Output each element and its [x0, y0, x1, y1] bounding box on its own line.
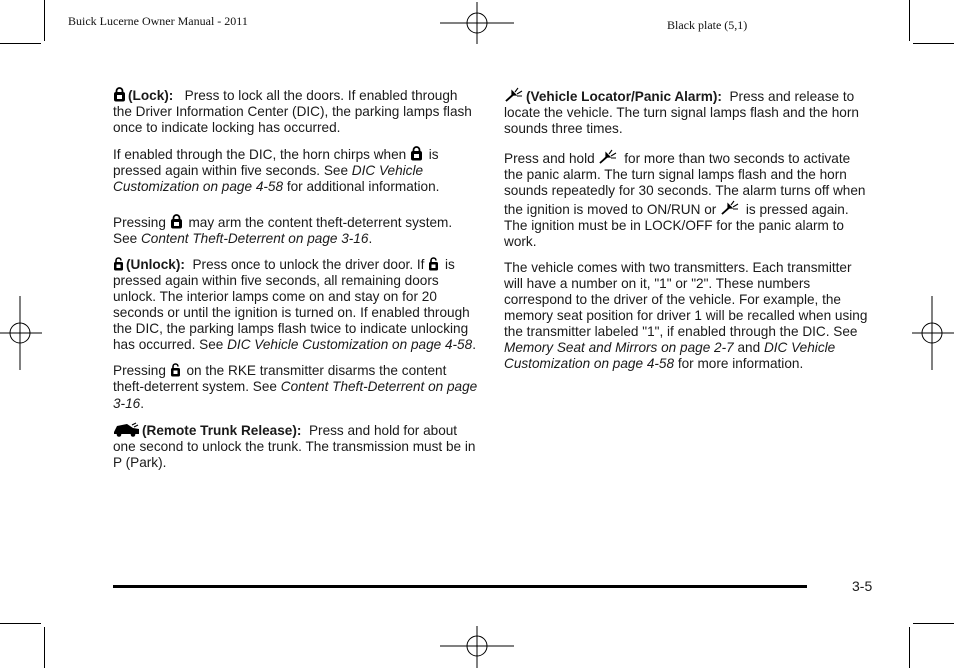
- crop-mark: [0, 623, 41, 624]
- body-text: is pressed again within five seconds, all remaining doors unlock. The interior lamps come on and stay on for 20 seconds or until the ignition is turned on. If enabled through the DIC, the parking lamps flash twice to indicate unlocking has occurred. See: [113, 256, 470, 353]
- crop-mark: [909, 627, 910, 668]
- crop-mark: [0, 43, 41, 44]
- body-text: for more than two seconds to activate the panic alarm. The turn signal lamps flash and the horn sounds repeatedly for 30 seconds. The alarm turns off when the ignition is moved to ON/RUN or: [504, 151, 866, 217]
- crop-mark: [44, 0, 45, 41]
- footer-rule: [113, 585, 807, 588]
- trunk-paragraph: [113, 422, 478, 471]
- locator-paragraph: [504, 87, 869, 137]
- body-text: Press once to unlock the driver door. If: [192, 256, 425, 272]
- right-column: [504, 87, 869, 383]
- transmitter-paragraph: [504, 260, 869, 373]
- body-text: If enabled through the DIC, the horn chirps when: [113, 147, 407, 163]
- manual-title: Buick Lucerne Owner Manual - 2011: [68, 14, 248, 28]
- page-number: 3-5: [852, 578, 873, 594]
- cross-reference-link[interactable]: DIC Vehicle Customization on page 4-58: [113, 163, 424, 195]
- padlock-open-icon: [113, 257, 124, 271]
- locator-label: (Vehicle Locator/Panic Alarm):: [526, 89, 722, 104]
- cross-reference-link[interactable]: Memory Seat and Mirrors on page 2-7: [504, 340, 734, 356]
- body-text: is pressed again within five seconds. See: [113, 147, 439, 179]
- unlock-label: (Unlock):: [126, 256, 185, 272]
- unlock-paragraph: (Unlock): Press once to unlock the driver door. If is pressed again within five seconds, all remaining doors unlock. The interior lamps come on and stay on for 20 seconds or until the ignition is turned on. If enabled through the DIC, the parking lamps flash twice to indicate unlocking has occurred. See DIC Vehicle Customization on page 4-58.: [113, 256, 476, 353]
- body-text: Press and hold: [504, 151, 595, 167]
- body-text: for additional information.: [286, 179, 440, 195]
- padlock-closed-icon: [170, 214, 183, 229]
- lock-theft-paragraph: Pressing may arm the content theft-deterrent system. See Content Theft-Deterrent on page 3-16.: [113, 214, 453, 246]
- horn-panic-icon: [598, 149, 618, 165]
- plate-label: Black plate (5,1): [667, 18, 748, 32]
- padlock-open-icon: [170, 363, 181, 377]
- crop-mark: [913, 623, 954, 624]
- crop-mark: [913, 43, 954, 44]
- trunk-label: (Remote Trunk Release):: [142, 422, 302, 438]
- body-text: for more information.: [677, 356, 804, 372]
- body-text: Press and release to locate the vehicle. The turn signal lamps flash and the horn sounds three times.: [504, 89, 859, 137]
- cross-reference-link[interactable]: Content Theft-Deterrent on page 3-16: [113, 379, 478, 411]
- body-text: Pressing: [113, 363, 166, 379]
- body-text: may arm the content theft-deterrent system. See: [113, 214, 453, 246]
- registration-mark-left: [0, 296, 42, 370]
- unlock-theft-paragraph: Pressing on the RKE transmitter disarms the content theft-deterrent system. See Content Theft-Deterrent on page 3-16.: [113, 363, 478, 411]
- body-text: and: [737, 340, 761, 356]
- body-text: Press and hold for about one second to unlock the trunk. The transmission must be in P (Park).: [113, 422, 476, 470]
- horn-panic-icon: [504, 87, 524, 103]
- cross-reference-link[interactable]: DIC Vehicle Customization on page 4-58: [504, 340, 836, 372]
- padlock-closed-icon: [410, 146, 423, 161]
- left-column: [113, 87, 478, 481]
- cross-reference-link[interactable]: DIC Vehicle Customization on page 4-58: [227, 337, 473, 353]
- body-text: is pressed again. The ignition must be in LOCK/OFF for the panic alarm to work.: [504, 201, 849, 249]
- padlock-open-icon: [428, 257, 439, 271]
- registration-mark-right: [912, 296, 954, 370]
- lock-horn-paragraph: [113, 146, 478, 195]
- car-trunk-icon: [113, 422, 140, 437]
- body-text: Pressing: [113, 214, 166, 230]
- padlock-closed-icon: [113, 87, 126, 102]
- lock-text: Press to lock all the doors. If enabled through the Driver Information Center (DIC), the parking lamps flash once to indicate locking has occurred.: [113, 88, 472, 136]
- registration-mark-top: [440, 2, 514, 44]
- crop-mark: [44, 627, 45, 668]
- lock-paragraph: [113, 87, 478, 136]
- body-text: on the RKE transmitter disarms the content theft-deterrent system. See: [113, 363, 447, 395]
- body-text: The vehicle comes with two transmitters. Each transmitter will have a number on it, "1" or "2". These numbers correspond to the driver of the vehicle. For example, the memory seat position for driver 1 will be recalled when using the transmitter labeled "1", if enabled through the DIC. See: [504, 259, 868, 340]
- cross-reference-link[interactable]: Content Theft-Deterrent on page 3-16: [140, 230, 369, 246]
- registration-mark-bottom: [440, 626, 514, 668]
- horn-panic-icon: [720, 200, 740, 216]
- crop-mark: [909, 0, 910, 41]
- lock-label: (Lock):: [128, 88, 174, 103]
- panic-paragraph: [504, 149, 869, 250]
